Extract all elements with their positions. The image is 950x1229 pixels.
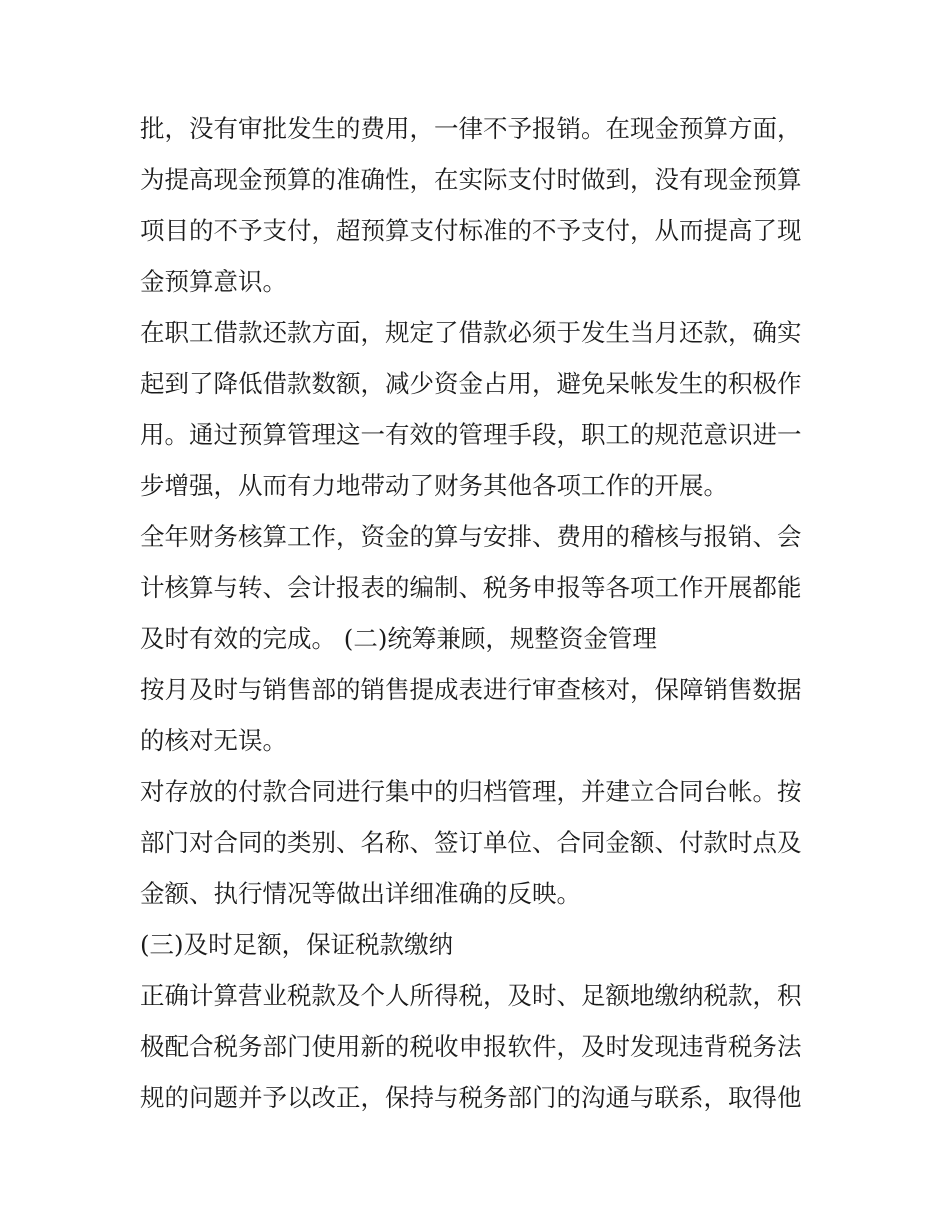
text-line: 极配合税务部门使用新的税收申报软件，及时发现违背税务法 xyxy=(140,1032,802,1061)
text-line: 金额、执行情况等做出详细准确的反映。 xyxy=(140,879,581,908)
text-line: 部门对合同的类别、名称、签订单位、合同金额、付款时点及 xyxy=(140,828,802,857)
text-line: 批，没有审批发生的费用，一律不予报销。在现金预算方面， xyxy=(140,114,802,143)
text-line: 规的问题并予以改正，保持与税务部门的沟通与联系，取得他 xyxy=(140,1083,802,1112)
text-line: 正确计算营业税款及个人所得税，及时、足额地缴纳税款，积 xyxy=(140,981,802,1010)
text-line: 全年财务核算工作，资金的算与安排、费用的稽核与报销、会 xyxy=(140,522,802,551)
text-line: 对存放的付款合同进行集中的归档管理，并建立合同台帐。按 xyxy=(140,777,802,806)
text-line: 的核对无误。 xyxy=(140,726,287,755)
text-line: 在职工借款还款方面，规定了借款必须于发生当月还款，确实 xyxy=(140,318,802,347)
text-line: 项目的不予支付，超预算支付标准的不予支付，从而提高了现 xyxy=(140,216,802,245)
text-line: 金预算意识。 xyxy=(140,267,287,296)
text-line: 为提高现金预算的准确性，在实际支付时做到，没有现金预算 xyxy=(140,165,802,194)
text-line: 及时有效的完成。 (二)统筹兼顾，规整资金管理 xyxy=(140,624,657,653)
text-line: 用。通过预算管理这一有效的管理手段，职工的规范意识进一 xyxy=(140,420,802,449)
text-line: 步增强，从而有力地带动了财务其他各项工作的开展。 xyxy=(140,471,728,500)
text-line: 计核算与转、会计报表的编制、税务申报等各项工作开展都能 xyxy=(140,573,802,602)
section-heading: (三)及时足额，保证税款缴纳 xyxy=(140,930,454,959)
document-body xyxy=(140,103,815,1123)
text-line: 起到了降低借款数额，减少资金占用，避免呆帐发生的积极作 xyxy=(140,369,802,398)
text-line: 按月及时与销售部的销售提成表进行审查核对，保障销售数据 xyxy=(140,675,802,704)
